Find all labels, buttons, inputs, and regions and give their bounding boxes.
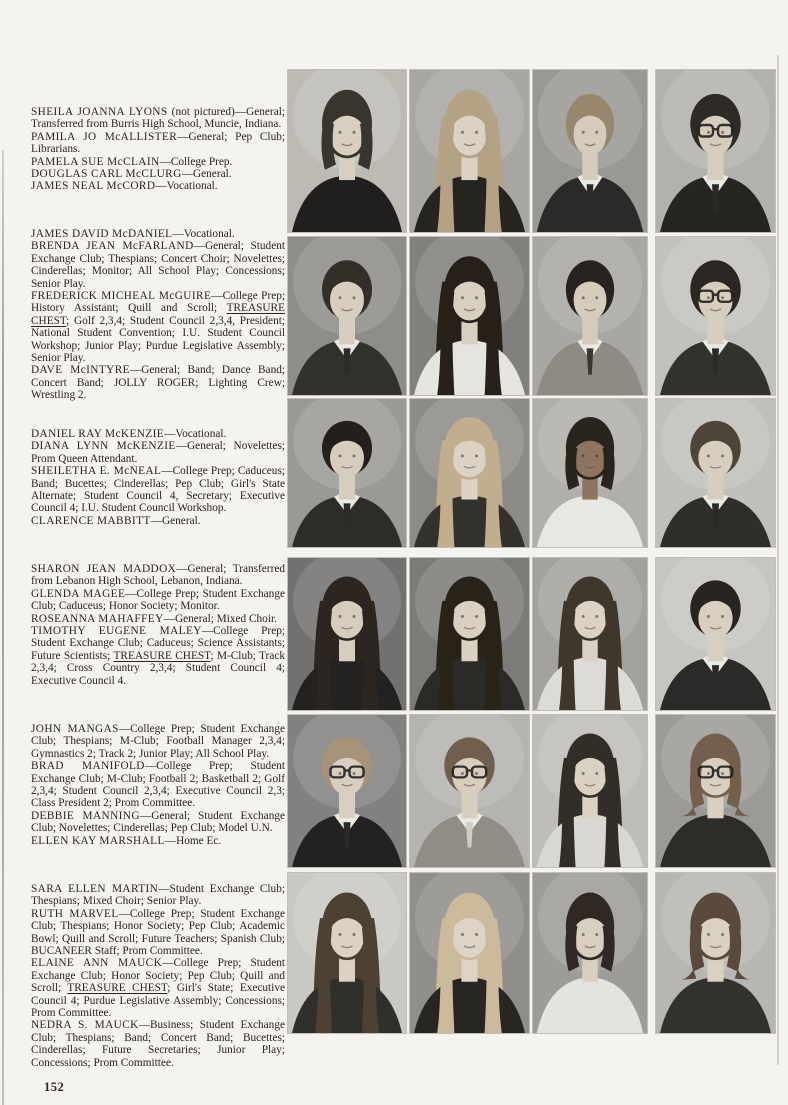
portrait-silhouette bbox=[533, 237, 647, 395]
portrait-photo-r4c4 bbox=[656, 558, 775, 710]
portrait-photo-r5c3 bbox=[533, 715, 647, 867]
student-name: PAMELA SUE McCLAIN bbox=[31, 155, 160, 168]
portrait-photo-r2c3 bbox=[533, 237, 647, 395]
student-name: DEBBIE MANNING bbox=[31, 809, 140, 822]
entry-text: —General; Student Exchange Club; Novelettes; Cinderellas; Pep Club; Model U.N. bbox=[31, 809, 285, 835]
student-name: SHARON JEAN MADDOX bbox=[31, 563, 177, 575]
entry-text: ; Golf 2,3,4; Student Council 2,3,4, President; National Student Convention; I.U. Student Council Workshop; Junior Play; Purdue Legislative Assembly; Senior Play. bbox=[31, 314, 285, 365]
portrait-silhouette bbox=[656, 873, 775, 1033]
portrait-photo-r6c3 bbox=[533, 873, 647, 1033]
entry-text: —College Prep; Caduceus; Band; Bucettes; Cinderellas; Pep Club; Girl's State Alternate; Student Council 4, Secretary; Executive Council 4; I.U. Student Council Workshop. bbox=[31, 465, 285, 515]
student-name: DIANA LYNN McKENZIE bbox=[31, 440, 176, 453]
portrait-photo-r1c2 bbox=[410, 70, 529, 232]
publication-title: TREASURE CHEST bbox=[67, 982, 168, 995]
portrait-silhouette bbox=[288, 715, 406, 867]
entry-text: —General; Novelettes; Prom Queen Attendant. bbox=[31, 440, 285, 465]
entry-text: —General; Band; Dance Band; Concert Band; JOLLY ROGER; Lighting Crew; Wrestling 2. bbox=[31, 364, 285, 402]
portrait-photo-r6c2 bbox=[410, 873, 529, 1033]
entry-text: —Vocational. bbox=[172, 228, 235, 240]
portrait-photo-r4c2 bbox=[410, 558, 529, 710]
student-name: GLENDA MAGEE bbox=[31, 587, 126, 600]
portrait-silhouette bbox=[288, 873, 406, 1033]
entry-text: —College Prep; Student Exchange Club; Thespians; M-Club; Football Manager 2,3,4; Gymnastics 2; Track 2; Junior Play; All School Play. bbox=[31, 723, 285, 760]
entry-text: —General; Student Exchange Club; Thespians; Concert Choir; Novelettes; Cinderellas; Monitor; All School Play; Concessions; Senior Play. bbox=[31, 240, 286, 290]
entry-text: —College Prep; Student Exchange Club; M-Club; Football 2; Basketball 2; Golf 2,3,4; Student Council 2,3,4; Executive Council 2,3; Class President 2; Prom Committee. bbox=[31, 760, 285, 810]
entry-text: —General; Transferred from Lebanon High School, Lebanon, Indiana. bbox=[31, 563, 285, 588]
student-name: ELAINE ANN MAUCK bbox=[31, 957, 163, 970]
student-name: DAVE McINTYRE bbox=[31, 364, 130, 377]
portrait-photo-r2c2 bbox=[410, 237, 529, 395]
portrait-photo-r4c3 bbox=[533, 558, 647, 710]
entry-text: —College Prep. bbox=[159, 155, 233, 168]
portrait-silhouette bbox=[656, 399, 775, 547]
entry-text: —General; Pep Club; Librarians. bbox=[31, 130, 286, 156]
student-name: NEDRA S. MAUCK bbox=[31, 1019, 139, 1032]
entry-text: —Business; Student Exchange Club; Thespians; Band; Concert Band; Bucettes; Cinderellas; Future Secretaries; Junior Play; Concessions; Prom Committee. bbox=[31, 1019, 285, 1069]
student-name: RUTH MARVEL bbox=[31, 907, 119, 920]
entry-text: (not pictured)—General; Transferred from Burris High School, Muncie, Indiana. bbox=[31, 106, 285, 131]
entry-text: —Student Exchange Club; Thespians; Mixed Choir; Senior Play. bbox=[31, 883, 285, 908]
portrait-photo-r4c1 bbox=[288, 558, 406, 710]
entry-text: —College Prep; Student Exchange Club; Honor Society; Pep Club; Quill and Scroll; bbox=[31, 957, 285, 995]
portrait-silhouette bbox=[288, 558, 406, 710]
portrait-silhouette bbox=[656, 558, 775, 710]
portrait-silhouette bbox=[410, 237, 529, 395]
student-name: ELLEN KAY MARSHALL bbox=[31, 834, 165, 847]
portrait-silhouette bbox=[533, 399, 647, 547]
portrait-silhouette bbox=[656, 70, 775, 232]
portrait-photo-r5c2 bbox=[410, 715, 529, 867]
entry-text: —College Prep; Student Exchange Club; Thespians; Honor Society; Pep Club; Academic Bowl; Quill and Scroll; Future Teachers; Spanish Club; BUCANEER Staff; Prom Committee. bbox=[31, 907, 285, 958]
portrait-photo-r1c3 bbox=[533, 70, 647, 232]
student-name: CLARENCE MABBITT bbox=[31, 514, 151, 527]
portrait-silhouette bbox=[410, 873, 529, 1033]
publication-title: TREASURE CHEST bbox=[113, 649, 211, 662]
portrait-silhouette bbox=[288, 399, 406, 547]
portrait-silhouette bbox=[288, 70, 406, 232]
student-name: SHEILA JOANNA LYONS bbox=[31, 106, 168, 118]
portrait-photo-r3c1 bbox=[288, 399, 406, 547]
student-name: JAMES DAVID McDANIEL bbox=[31, 228, 173, 240]
portrait-photo-r5c1 bbox=[288, 715, 406, 867]
entry-text: —College Prep; Student Exchange Club; Caduceus; Science Assistants; Future Scientists; bbox=[31, 625, 285, 662]
portrait-photo-r2c4 bbox=[656, 237, 775, 395]
entry-text: —Home Ec. bbox=[164, 834, 222, 847]
portrait-silhouette bbox=[410, 715, 529, 867]
student-name: DANIEL RAY McKENZIE bbox=[31, 428, 165, 440]
student-name: FREDERICK MICHEAL McGUIRE bbox=[31, 290, 212, 303]
portrait-photo-r6c1 bbox=[288, 873, 406, 1033]
portrait-silhouette bbox=[288, 237, 406, 395]
entry-text: —Vocational. bbox=[155, 180, 218, 193]
portrait-photo-r2c1 bbox=[288, 237, 406, 395]
student-name: JOHN MANGAS bbox=[31, 723, 119, 735]
portrait-silhouette bbox=[533, 715, 647, 867]
portrait-silhouette bbox=[533, 70, 647, 232]
portrait-silhouette bbox=[410, 70, 529, 232]
portrait-photo-r5c4 bbox=[656, 715, 775, 867]
portrait-photo-r3c2 bbox=[410, 399, 529, 547]
entry-text: —College Prep; Student Exchange Club; Caduceus; Honor Society; Monitor. bbox=[31, 587, 285, 613]
portrait-photo-r6c4 bbox=[656, 873, 775, 1033]
student-name: TIMOTHY EUGENE MALEY bbox=[31, 625, 202, 638]
portrait-photo-r1c1 bbox=[288, 70, 406, 232]
entry-text: ; Girl's State; Executive Council 4; Purdue Legislative Assembly; Concessions; Prom Committee. bbox=[31, 982, 285, 1020]
portrait-silhouette bbox=[410, 558, 529, 710]
student-name: DOUGLAS CARL McCLURG bbox=[31, 168, 182, 181]
student-name: ROSEANNA MAHAFFEY bbox=[31, 612, 164, 625]
portrait-photo-r1c4 bbox=[656, 70, 775, 232]
student-name: SHEILETHA E. McNEAL bbox=[31, 465, 162, 478]
portrait-silhouette bbox=[656, 237, 775, 395]
entry-text: —General; Mixed Choir. bbox=[163, 612, 277, 625]
portrait-silhouette bbox=[533, 558, 647, 710]
student-name: BRAD MANIFOLD bbox=[31, 760, 145, 773]
entry-text: ; M-Club; Track 2,3,4; Cross Country 2,3,4; Student Council 4; Executive Council 4. bbox=[31, 649, 285, 687]
publication-title: TREASURE CHEST bbox=[31, 302, 285, 327]
portrait-photo-r3c4 bbox=[656, 399, 775, 547]
entry-text: —General. bbox=[181, 168, 232, 181]
portrait-photo-r3c3 bbox=[533, 399, 647, 547]
entry-text: —College Prep; History Assistant; Quill and Scroll; bbox=[31, 290, 286, 315]
student-name: PAMILA JO McALLISTER bbox=[31, 130, 178, 143]
portrait-silhouette bbox=[410, 399, 529, 547]
student-name: BRENDA JEAN McFARLAND bbox=[31, 240, 194, 253]
entry-text: —General. bbox=[150, 514, 201, 527]
entry-text: —Vocational. bbox=[164, 428, 227, 440]
portrait-silhouette bbox=[656, 715, 775, 867]
student-name: JAMES NEAL McCORD bbox=[31, 180, 156, 193]
page-number: 152 bbox=[44, 1080, 65, 1094]
student-name: SARA ELLEN MARTIN bbox=[31, 883, 159, 895]
portrait-silhouette bbox=[533, 873, 647, 1033]
